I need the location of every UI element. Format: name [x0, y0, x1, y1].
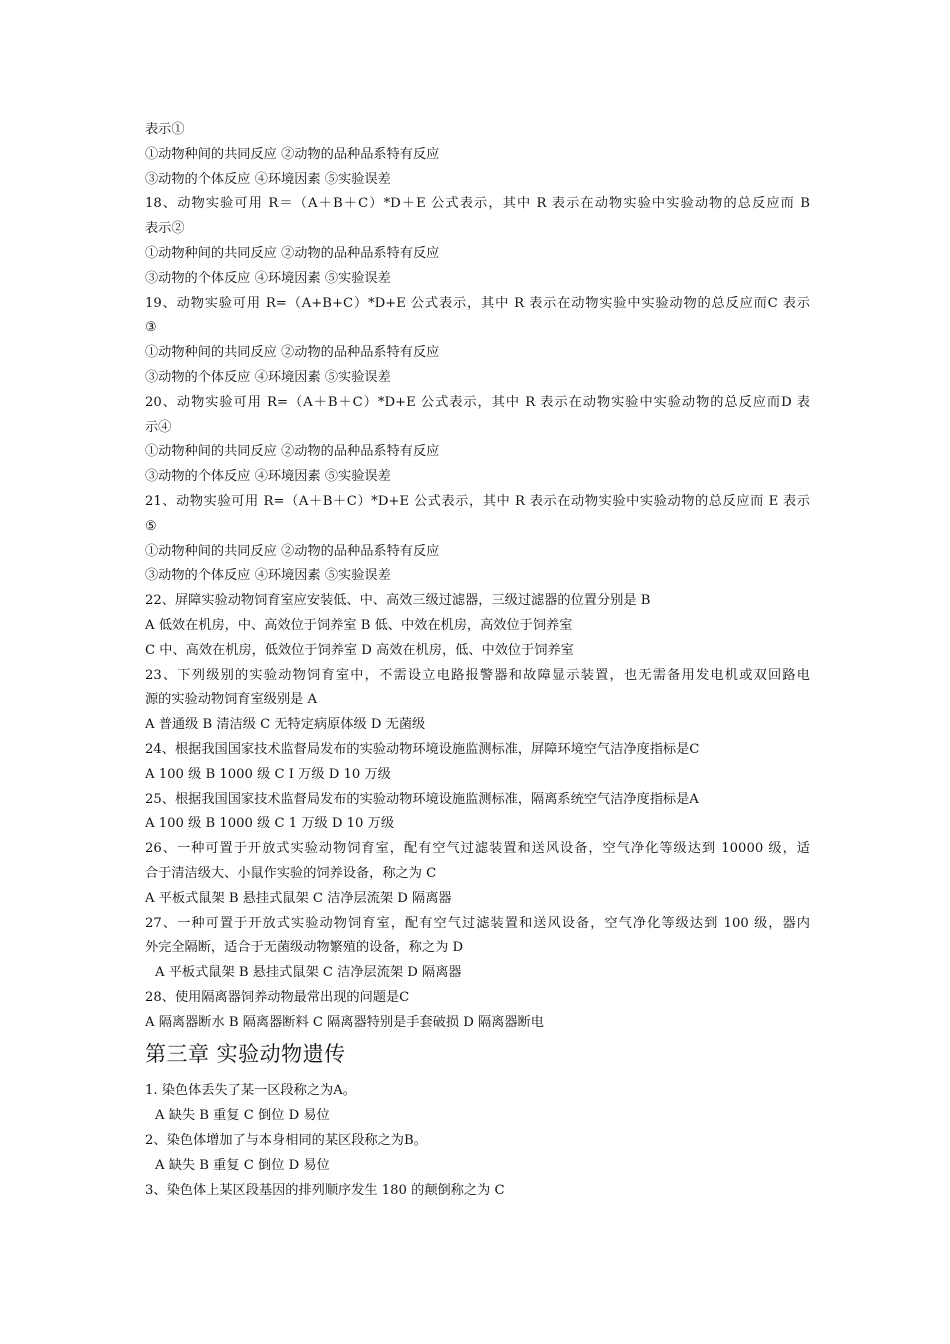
text-line: 示④ [145, 419, 172, 435]
text-line: ③动物的个体反应 ④环境因素 ⑤实验误差 [145, 568, 391, 584]
answer-options: A 100 级 B 1000 级 C I 万级 D 10 万级 [145, 766, 391, 782]
question-3: 3、染色体上某区段基因的排列顺序发生 180 的颠倒称之为 C [145, 1182, 505, 1198]
text-line: 表示① [145, 122, 185, 137]
answer-options: A 普通级 B 清洁级 C 无特定病原体级 D 无菌级 [145, 717, 426, 733]
answer-options: A 平板式鼠架 B 悬挂式鼠架 C 洁净层流架 D 隔离器 [155, 965, 462, 981]
question-21: 21、动物实验可用 R=（A＋B＋C）*D+E 公式表示，其中 R 表示在动物实验中实验动物的总反应而 E 表示 [145, 493, 810, 509]
answer-options: A 缺失 B 重复 C 倒位 D 易位 [155, 1108, 330, 1124]
question-24: 24、根据我国国家技术监督局发布的实验动物环境设施监测标准，屏障环境空气洁净度指标是C [145, 741, 700, 757]
text-line: 表示② [145, 221, 185, 237]
text-line: ①动物种间的共同反应 ②动物的品种品系特有反应 [145, 543, 440, 559]
text-line: 源的实验动物饲育室级别是 A [145, 692, 317, 708]
text-line: 外完全隔断，适合于无菌级动物繁殖的设备，称之为 D [145, 940, 464, 956]
text-line: ①动物种间的共同反应 ②动物的品种品系特有反应 [145, 444, 440, 460]
answer-options: A 低效在机房，中、高效位于饲养室 B 低、中效在机房，高效位于饲养室 [145, 617, 573, 633]
text-line: ③动物的个体反应 ④环境因素 ⑤实验误差 [145, 171, 391, 187]
question-23: 23、下列级别的实验动物饲育室中，不需设立电路报警器和故障显示装置，也无需备用发电机或双回路电 [145, 667, 810, 683]
text-line: 合于清洁级大、小鼠作实验的饲养设备，称之为 C [145, 865, 437, 881]
text-line: ③ [145, 320, 157, 336]
question-22: 22、屏障实验动物饲育室应安装低、中、高效三级过滤器，三级过滤器的位置分别是 B [145, 593, 651, 609]
question-19: 19、动物实验可用 R=（A+B+C）*D+E 公式表示，其中 R 表示在动物实验中实验动物的总反应而C 表示 [145, 295, 810, 311]
question-20: 20、动物实验可用 R=（A＋B＋C）*D+E 公式表示，其中 R 表示在动物实验中实验动物的总反应而D 表 [145, 394, 810, 410]
question-26: 26、一种可置于开放式实验动物饲育室，配有空气过滤装置和送风设备，空气净化等级达到 10000 级，适 [145, 841, 810, 857]
question-27: 27、一种可置于开放式实验动物饲育室，配有空气过滤装置和送风设备，空气净化等级达到 100 级，器内 [145, 915, 810, 931]
question-25: 25、根据我国国家技术监督局发布的实验动物环境设施监测标准，隔离系统空气洁净度指标是A [145, 791, 699, 807]
text-line: ③动物的个体反应 ④环境因素 ⑤实验误差 [145, 469, 391, 485]
answer-options: A 隔离器断水 B 隔离器断料 C 隔离器特别是手套破损 D 隔离器断电 [145, 1014, 544, 1030]
document-body [145, 118, 810, 1203]
text-line: ①动物种间的共同反应 ②动物的品种品系特有反应 [145, 146, 440, 162]
text-line: ⑤ [145, 518, 157, 534]
chapter-title: 第三章 实验动物遗传 [145, 1042, 346, 1067]
answer-options: C 中、高效在机房，低效位于饲养室 D 高效在机房，低、中效位于饲养室 [145, 642, 574, 658]
text-line: ③动物的个体反应 ④环境因素 ⑤实验误差 [145, 270, 391, 286]
text-line: ①动物种间的共同反应 ②动物的品种品系特有反应 [145, 345, 440, 361]
text-line: ③动物的个体反应 ④环境因素 ⑤实验误差 [145, 369, 391, 385]
answer-options: A 100 级 B 1000 级 C 1 万级 D 10 万级 [145, 816, 395, 832]
question-18: 18、动物实验可用 R＝（A＋B＋C）*D＋E 公式表示，其中 R 表示在动物实验中实验动物的总反应而 B [145, 196, 810, 212]
question-2: 2、染色体增加了与本身相同的某区段称之为B。 [145, 1133, 427, 1149]
answer-options: A 平板式鼠架 B 悬挂式鼠架 C 洁净层流架 D 隔离器 [145, 890, 452, 906]
question-28: 28、使用隔离器饲养动物最常出现的问题是C [145, 989, 410, 1005]
question-1: 1. 染色体丢失了某一区段称之为A。 [145, 1083, 356, 1099]
text-line: ①动物种间的共同反应 ②动物的品种品系特有反应 [145, 245, 440, 261]
answer-options: A 缺失 B 重复 C 倒位 D 易位 [155, 1157, 330, 1173]
